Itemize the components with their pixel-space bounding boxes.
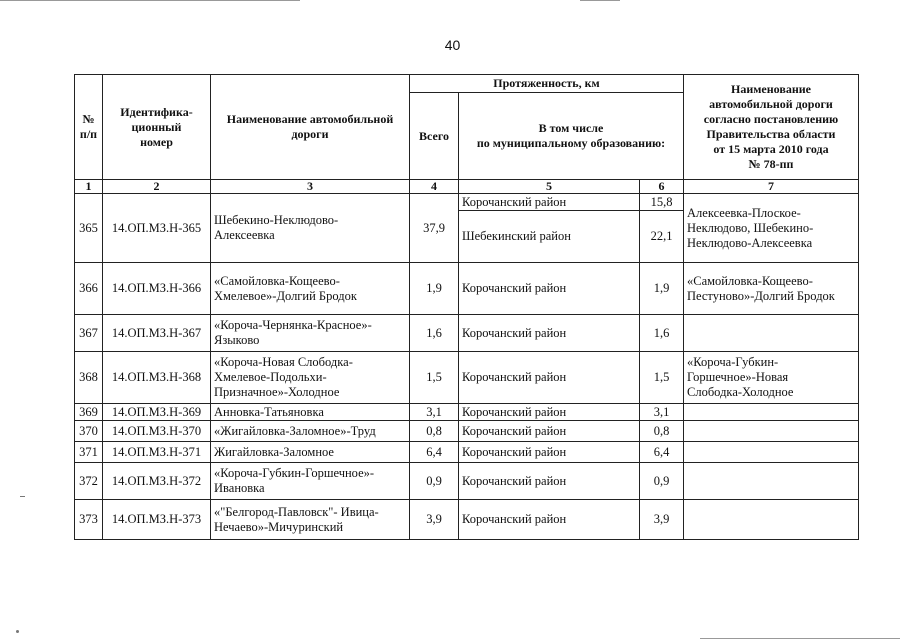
length-total: 1,6 — [410, 315, 459, 352]
table-row — [75, 421, 859, 442]
row-number: 368 — [75, 352, 103, 404]
road-name: Жигайловка-Заломное — [211, 442, 410, 463]
header-length: Протяженность, км — [410, 75, 684, 93]
road-name: «Самойловка-Кощеево- Хмелевое»-Долгий Бродок — [211, 263, 410, 315]
length-total: 3,1 — [410, 404, 459, 421]
road-id: 14.ОП.МЗ.Н-371 — [103, 442, 211, 463]
scan-artifact-line — [0, 0, 300, 1]
scan-artifact-line — [580, 0, 620, 1]
gov-road-name — [684, 500, 859, 540]
row-number: 367 — [75, 315, 103, 352]
road-id: 14.ОП.МЗ.Н-368 — [103, 352, 211, 404]
district-km: 22,1 — [640, 211, 684, 263]
table-row — [75, 263, 859, 315]
row-number: 372 — [75, 463, 103, 500]
gov-road-name — [684, 463, 859, 500]
length-total: 1,5 — [410, 352, 459, 404]
road-name: «Жигайловка-Заломное»-Труд — [211, 421, 410, 442]
row-number: 370 — [75, 421, 103, 442]
table-row — [75, 315, 859, 352]
district-name: Шебекинский район — [459, 211, 640, 263]
scan-artifact-line — [700, 638, 900, 639]
district-km: 3,9 — [640, 500, 684, 540]
district-name: Корочанский район — [459, 404, 640, 421]
road-name: «Короча-Новая Слободка- Хмелевое-Подольхи- Призначное»-Холодное — [211, 352, 410, 404]
district-km: 6,4 — [640, 442, 684, 463]
length-total: 0,8 — [410, 421, 459, 442]
district-km: 1,9 — [640, 263, 684, 315]
row-number: 365 — [75, 194, 103, 263]
table-row — [75, 500, 859, 540]
header-total: Всего — [410, 93, 459, 180]
table-row — [75, 194, 859, 211]
gov-road-name — [684, 421, 859, 442]
road-name: «Короча-Губкин-Горшечное»- Ивановка — [211, 463, 410, 500]
roads-table — [74, 74, 859, 540]
district-km: 15,8 — [640, 194, 684, 211]
col-number: 3 — [211, 180, 410, 194]
district-name: Корочанский район — [459, 194, 640, 211]
road-id: 14.ОП.МЗ.Н-369 — [103, 404, 211, 421]
district-name: Корочанский район — [459, 500, 640, 540]
table-row — [75, 463, 859, 500]
page-number: 40 — [444, 37, 461, 53]
header-gov-name: Наименование автомобильной дороги согласно постановлению Правительства области от 15 марта 2010 года № 78-пп — [684, 75, 859, 180]
gov-road-name: Алексеевка-Плоское- Неклюдово, Шебекино- Неклюдово-Алексеевка — [684, 194, 859, 263]
col-number: 2 — [103, 180, 211, 194]
district-name: Корочанский район — [459, 463, 640, 500]
road-id: 14.ОП.МЗ.Н-365 — [103, 194, 211, 263]
table-row — [75, 352, 859, 404]
length-total: 6,4 — [410, 442, 459, 463]
road-name: Анновка-Татьяновка — [211, 404, 410, 421]
header-incl: В том числе по муниципальному образованию: — [459, 93, 684, 180]
header-num: № п/п — [75, 75, 103, 180]
road-name: «Короча-Чернянка-Красное»- Языково — [211, 315, 410, 352]
row-number: 371 — [75, 442, 103, 463]
road-id: 14.ОП.МЗ.Н-373 — [103, 500, 211, 540]
road-name: «"Белгород-Павловск"- Ивица- Нечаево»-Мичуринский — [211, 500, 410, 540]
gov-road-name — [684, 442, 859, 463]
district-km: 0,8 — [640, 421, 684, 442]
row-number: 369 — [75, 404, 103, 421]
table-row — [75, 404, 859, 421]
district-name: Корочанский район — [459, 352, 640, 404]
district-name: Корочанский район — [459, 442, 640, 463]
col-number: 5 — [459, 180, 640, 194]
district-name: Корочанский район — [459, 315, 640, 352]
table-header — [75, 75, 859, 194]
road-id: 14.ОП.МЗ.Н-367 — [103, 315, 211, 352]
gov-road-name — [684, 404, 859, 421]
column-number-row — [75, 180, 859, 194]
gov-road-name: «Самойловка-Кощеево- Пестуново»-Долгий Бродок — [684, 263, 859, 315]
gov-road-name: «Короча-Губкин- Горшечное»-Новая Слободка-Холодное — [684, 352, 859, 404]
road-id: 14.ОП.МЗ.Н-372 — [103, 463, 211, 500]
road-id: 14.ОП.МЗ.Н-370 — [103, 421, 211, 442]
district-name: Корочанский район — [459, 263, 640, 315]
scan-speck — [16, 630, 19, 633]
header-id: Идентифика- ционный номер — [103, 75, 211, 180]
table-body — [75, 194, 859, 540]
length-total: 0,9 — [410, 463, 459, 500]
col-number: 4 — [410, 180, 459, 194]
header-road-name: Наименование автомобильной дороги — [211, 75, 410, 180]
row-number: 366 — [75, 263, 103, 315]
road-id: 14.ОП.МЗ.Н-366 — [103, 263, 211, 315]
col-number: 6 — [640, 180, 684, 194]
scan-speck — [20, 496, 25, 497]
district-km: 0,9 — [640, 463, 684, 500]
district-km: 1,5 — [640, 352, 684, 404]
col-number: 7 — [684, 180, 859, 194]
table-row — [75, 442, 859, 463]
length-total: 37,9 — [410, 194, 459, 263]
district-km: 1,6 — [640, 315, 684, 352]
gov-road-name — [684, 315, 859, 352]
length-total: 3,9 — [410, 500, 459, 540]
col-number: 1 — [75, 180, 103, 194]
road-name: Шебекино-Неклюдово- Алексеевка — [211, 194, 410, 263]
district-km: 3,1 — [640, 404, 684, 421]
row-number: 373 — [75, 500, 103, 540]
length-total: 1,9 — [410, 263, 459, 315]
district-name: Корочанский район — [459, 421, 640, 442]
